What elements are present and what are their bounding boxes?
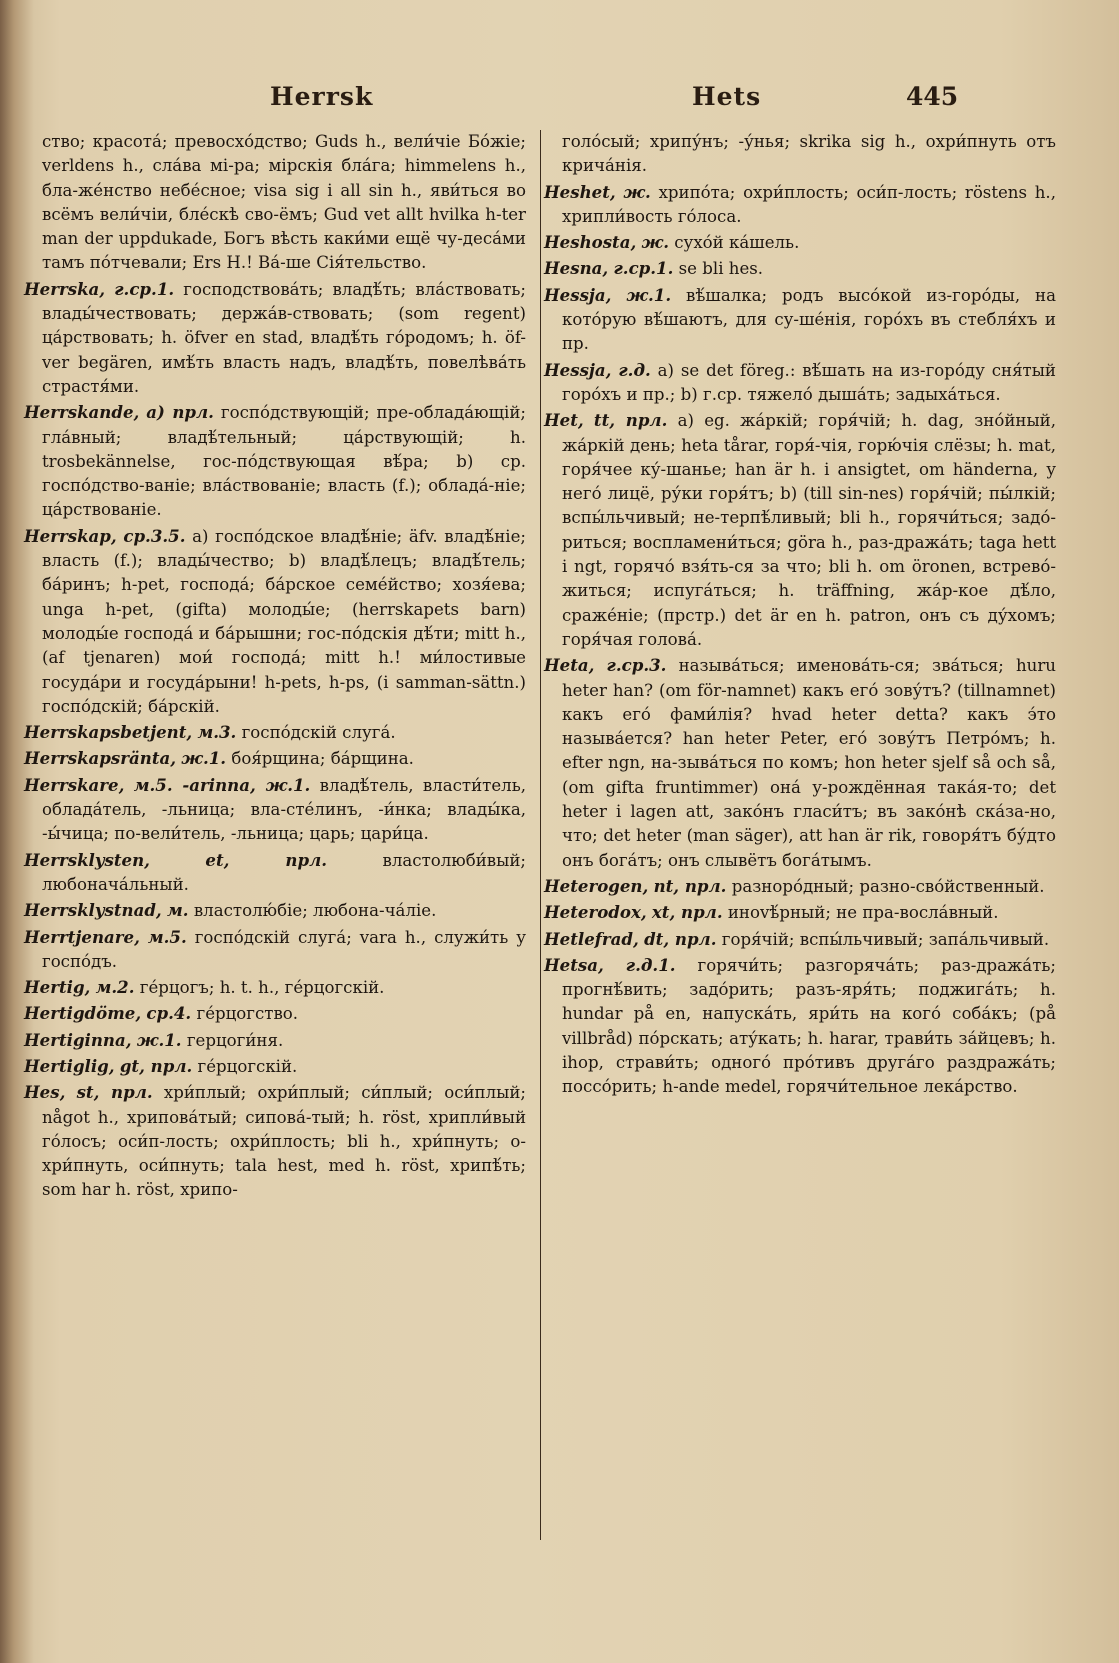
entry-definition: se bli hes. (678, 259, 764, 279)
entry-grammar: м.5. -arinna, ж.1. (133, 774, 311, 795)
entry-definition: горячи́ть; разгорячáть; раз-дража́ть; прогнѣ́вить; задо́рить; разъ-яря́ть; поджига́ть; h. hundar på en, напуска́ть, яри́ть на кого́ соба́къ; (på villbråd) по́рскать; ату́кать; h. harar, трави́ть за́йцевъ; h. ihop, страви́ть; одного́ про́тивъ друга́го раздража́ть; поссо́рить; h-ande medel, горячи́тельное лека́рство. (562, 955, 1056, 1097)
entry-definition: госпо́дскій слуга́. (241, 723, 396, 743)
entry-headword: Heshet, (544, 181, 616, 202)
dictionary-entry (544, 874, 1056, 899)
dictionary-entry (24, 1001, 526, 1026)
entry-headword: Hessja, (544, 359, 612, 380)
dictionary-entry (544, 283, 1056, 357)
entry-headword: Herrskap, (24, 525, 117, 546)
entry-headword: Hesna, (544, 258, 609, 279)
entry-headword: Hetlefrad, (544, 928, 639, 949)
header-right-word: Hets (692, 82, 762, 111)
entry-headword: Het, (544, 410, 584, 431)
entry-grammar: dt, прл. (644, 928, 717, 949)
entry-headword: Herrsklystnad, (24, 900, 162, 921)
entry-headword: Herrskare, (24, 774, 125, 795)
entry-definition: госпо́дствующій; пре-облада́ющій; гла́вный; владѣ́тельный; ца́рствующій; h. trosbekännelse, гос-по́дствующая вѣ́ра; b) ср. госпо́дство-ваніе; вла́ствованіе; власть (f.); облада́-ніе; ца́рствованіе. (42, 403, 526, 520)
entry-definition: называ́ться; именова́ть-ся; зва́ться; huru heter han? (om för-namnet) какъ его́ зову́тъ? (tillnamnet) какъ его́ фами́лія? hvad heter detta? какъ э́то называ́ется? han heter Peter, его́ зову́тъ Петро́мъ; h. efter ngn, на-зыва́ться по комъ; hon heter sjelf så och så, (om gifta fruntimmer) она́ у-рождённая така́я-то; det heter i lagen att, зако́нъ гласи́тъ; въ зако́нѣ ска́за-но, что; det heter (man säger), att han är rik, говоря́тъ бу́дто онъ бога́тъ; онъ слывётъ бога́тымъ. (562, 656, 1056, 870)
entry-definition: герцоги́ня. (186, 1030, 284, 1050)
entry-definition: владѣ́тель, власти́тель, облада́тель, -льница; вла-сте́линъ, -и́нка; влады́ка, -ы́чица; по-вели́тель, -льница; царь; цари́ца. (42, 775, 526, 844)
entry-definition: ге́рцогскій. (197, 1056, 298, 1076)
entry-definition: ство; красота́; превосхо́дство; Guds h., вели́чіе Бо́жіе; verldens h., сла́ва мі-ра; мірскія бла́га; himmelens h., бла-же́нство небе́сное; visa sig i all sin h., яви́ться во всёмъ вели́чіи, бле́скѣ сво-ёмъ; Gud vet allt hvilka h-ter man der uppdukade, Богъ вѣсть каки́ми ещё чу-деса́ми тамъ по́тчевали; Ers H.! Ва́-ше Сія́тельство. (42, 132, 526, 273)
entry-grammar: г.ср.1. (613, 258, 674, 279)
dictionary-entry (544, 180, 1056, 230)
entry-headword: Hessja, (544, 284, 612, 305)
dictionary-entry (544, 953, 1056, 1100)
entry-definition: a) eg. жа́ркій; горя́чій; h. dag, зно́йный, жа́ркій день; heta tårar, горя́-чія, горю́чія слёзы; h. mat, горя́чее ку́-шанье; han är h. i ansigtet, om händerna, у него́ лицё, ру́ки горя́тъ; b) (till sin-nes) горя́чій; пы́лкій; вспы́льчивый; не-терпѣ́ливый; bli h., горячи́ться; задо́-риться; воспламени́ться; göra h., раз-дража́ть; taga hett i ngt, горячо́ взя́ть-ся за что; bli h. om öronen, встрево́-житься; испуга́ться; h. träffning, жа́р-кое дѣ́ло, сраже́ніе; (прстр.) det är en h. patron, онъ съ ду́хомъ; горя́чая голова́. (562, 411, 1056, 649)
entry-grammar: ж. (623, 181, 651, 202)
entry-grammar: ж.1. (136, 1029, 182, 1050)
entry-grammar: et, прл. (205, 849, 328, 870)
entry-headword: Hetsa, (544, 954, 604, 975)
entry-headword: Heshosta, (544, 232, 637, 253)
entry-headword: Herrtjenare, (24, 926, 140, 947)
dictionary-entry (24, 848, 526, 898)
entry-grammar: a) прл. (146, 402, 214, 423)
dictionary-entry (24, 1080, 526, 1202)
dictionary-entry (544, 130, 1056, 179)
entry-headword: Herrskapsbetjent, (24, 722, 193, 743)
dictionary-entry (544, 358, 1056, 408)
entry-definition: сухо́й ка́шель. (674, 233, 800, 253)
entry-definition: властолю́біе; любона-ча́ліе. (193, 901, 437, 921)
entry-grammar: м.3. (197, 722, 237, 743)
entry-definition: господствова́ть; владѣ́ть; вла́ствовать; влады́чествовать; держа́в-ствовать; (som regent) ца́рствовать; h. öfver en stad, владѣ́ть го́родомъ; h. öf-ver begären, имѣ́ть власть надъ, владѣ́ть, повелѣва́ть страстя́ми. (42, 279, 527, 396)
dictionary-entry (544, 927, 1056, 952)
dictionary-entry (24, 720, 526, 745)
entry-definition: госпо́дскій слуга́; vara h., служи́ть у госпо́дъ. (42, 927, 526, 971)
dictionary-entry (24, 975, 526, 1000)
entry-definition: a) госпо́дское владѣ́ніе; äfv. владѣ́ніе; власть (f.); влады́чество; b) владѣ́лецъ; владѣ́тель; ба́ринъ; h-pet, господа́; ба́рское семе́йство; хозя́ева; unga h-pet, (gifta) молоды́е; (herrskapets barn) молоды́е господа́ и ба́рышни; гос-по́дскія дѣ́ти; mitt h., (af tjenaren) мои́ господа́; mitt h.! ми́лостивые госуда́ри и госуда́рыни! h-pets, h-ps, (i samman-sättn.) госпо́дскій; ба́рскій. (42, 526, 526, 716)
entry-grammar: gt, прл. (119, 1055, 193, 1076)
entry-headword: Herrska, (24, 278, 106, 299)
dictionary-entry (24, 773, 526, 847)
entry-grammar: г.д. (618, 359, 651, 380)
entry-definition: хрипо́та; охри́плость; оси́п-лость; röstens h., хрипли́вость го́лоса. (562, 182, 1056, 226)
dictionary-entry (24, 130, 526, 276)
entry-headword: Hertiglig, (24, 1055, 115, 1076)
dictionary-entry (24, 898, 526, 923)
entry-grammar: г.ср.3. (606, 655, 667, 676)
dictionary-entry (24, 277, 526, 399)
entry-definition: голо́сый; хрипу́нъ; -у́нья; skrika sig h., охри́пнуть отъ крича́нія. (562, 132, 1056, 176)
entry-definition: инovѣ́рный; не пра-восла́вный. (727, 903, 999, 923)
entry-definition: a) se det föreg.: вѣ́шать на из-горо́ду сня́тый горо́хъ и пр.; b) г.ср. тяжело́ дыша́ть; задыха́ться. (562, 360, 1056, 404)
dictionary-entry (544, 256, 1056, 281)
entry-headword: Heterogen, (544, 875, 649, 896)
entry-grammar: nt, прл. (653, 875, 727, 896)
dictionary-entry (24, 1028, 526, 1053)
entry-grammar: м. (167, 900, 189, 921)
dictionary-entry (544, 230, 1056, 255)
entry-definition: разноро́дный; разно-сво́йственный. (731, 876, 1045, 896)
entry-headword: Herrskapsränta, (24, 748, 177, 769)
entry-grammar: г.д.1. (625, 954, 676, 975)
entry-grammar: tt, прл. (593, 410, 668, 431)
running-header (270, 82, 960, 122)
right-column (540, 130, 1056, 1540)
page-number: 445 (906, 82, 959, 111)
entry-headword: Hes, (24, 1082, 66, 1103)
entry-headword: Hertiginna, (24, 1029, 132, 1050)
dictionary-entry (544, 900, 1056, 925)
entry-definition: боя́рщина; ба́рщина. (231, 749, 414, 769)
dictionary-entry (544, 653, 1056, 873)
dictionary-entry (544, 408, 1056, 652)
entry-grammar: м.5. (147, 926, 187, 947)
entry-headword: Herrsklysten, (24, 849, 150, 870)
entry-grammar: xt, прл. (651, 902, 723, 923)
entry-definition: властолюби́вый; любонача́льный. (42, 850, 526, 894)
dictionary-entry (24, 400, 526, 522)
entry-headword: Hertig, (24, 977, 91, 998)
entry-grammar: г.ср.1. (114, 278, 175, 299)
dictionary-entry (24, 524, 526, 719)
entry-definition: ге́рцогство. (196, 1004, 299, 1024)
entry-definition: горя́чій; вспы́льчивый; запа́льчивый. (721, 929, 1050, 949)
left-column (24, 130, 526, 1204)
dictionary-entry (24, 1054, 526, 1079)
entry-definition: вѣ́шалка; родъ высо́кой из-горо́ды, на кото́рую вѣ́шаютъ, для су-ше́нія, горо́хъ въ стебля́хъ и пр. (562, 285, 1056, 354)
entry-headword: Heta, (544, 655, 595, 676)
entry-definition: хри́плый; охри́плый; си́плый; оси́плый; något h., хрипова́тый; сипова́-тый; h. röst, хрипли́вый го́лосъ; оси́п-лость; охри́плость; bli h., хри́пнуть; о-хри́пнуть, оси́пнуть; tala hest, med h. röst, хрипѣ́ть; som har h. röst, хрипо- (42, 1083, 527, 1200)
entry-grammar: ср.4. (146, 1003, 192, 1024)
entry-headword: Herrskande, (24, 402, 140, 423)
entry-grammar: ж.1. (181, 748, 227, 769)
entry-grammar: ж. (641, 232, 669, 253)
entry-headword: Hertigdöme, (24, 1003, 142, 1024)
entry-grammar: st, прл. (76, 1082, 153, 1103)
entry-headword: Heterodox, (544, 902, 647, 923)
entry-grammar: м.2. (95, 977, 135, 998)
entry-grammar: ср.3.5. (123, 525, 186, 546)
header-left-word: Herrsk (270, 82, 374, 111)
entry-grammar: ж.1. (626, 284, 672, 305)
entry-definition: ге́рцогъ; h. t. h., ге́рцогскій. (139, 978, 385, 998)
dictionary-entry (24, 746, 526, 771)
dictionary-entry (24, 925, 526, 975)
